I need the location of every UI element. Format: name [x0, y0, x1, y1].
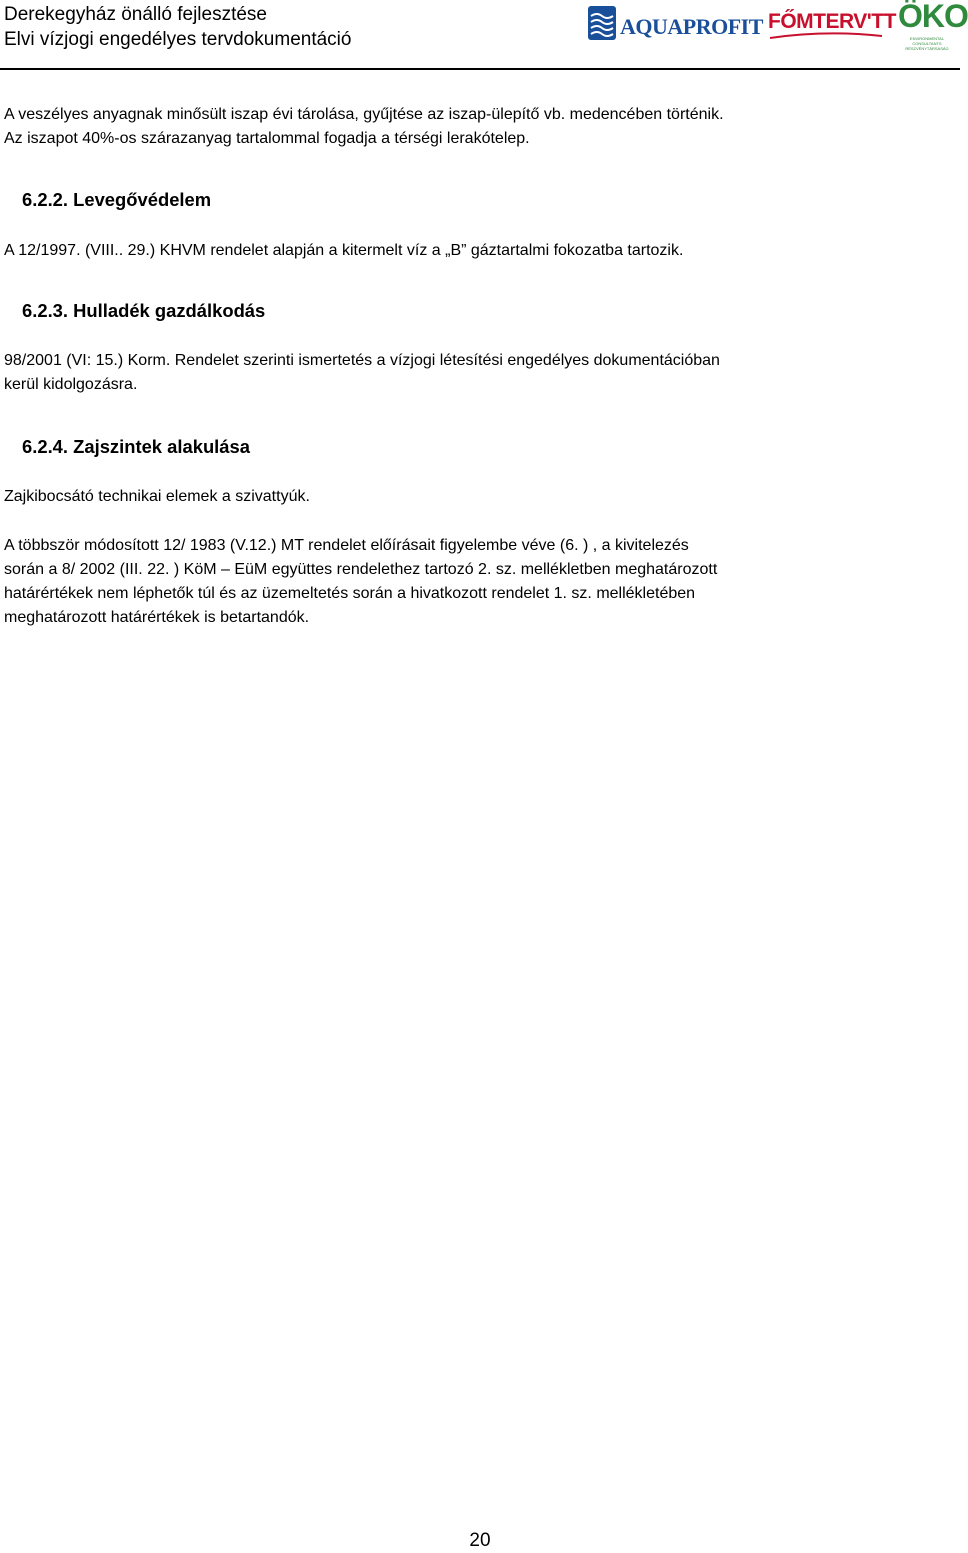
oko-wordmark: ÖKO [898, 0, 968, 34]
paragraph-noise-limits-line3: határértékek nem léphetők túl és az üzemeltetés során a hivatkozott rendelet 1. sz. mellékletében [4, 585, 696, 602]
paragraph-waste-line2: kerül kidolgozásra. [4, 376, 138, 393]
header-title-line1: Derekegyház önálló fejlesztése [4, 4, 267, 25]
fomterv-logo [768, 6, 896, 42]
oko-logo [896, 0, 968, 60]
paragraph-sludge-line2: Az iszapot 40%-os szárazanyag tartalommal fogadja a térségi lerakótelep. [4, 130, 530, 147]
paragraph-waste-line1: 98/2001 (VI: 15.) Korm. Rendelet szerinti ismertetés a vízjogi létesítési engedélyes dokumentációban [4, 352, 720, 369]
oko-subtitle: ENVIRONMENTAL CONSULTANTS RÉSZVÉNYTÁRSASÁG [905, 36, 949, 51]
aquaprofit-wave-icon [588, 6, 616, 40]
page-header [0, 0, 968, 68]
aquaprofit-wordmark: AQUAPROFIT [620, 14, 763, 39]
fomterv-wordmark: FŐMTERV'TT [768, 10, 896, 33]
section-heading-623: 6.2.3. Hulladék gazdálkodás [22, 300, 266, 321]
header-divider [0, 68, 960, 70]
header-title-line2: Elvi vízjogi engedélyes tervdokumentáció [4, 29, 352, 50]
paragraph-noise-sources: Zajkibocsátó technikai elemek a szivattyúk. [4, 488, 310, 505]
paragraph-noise-limits-line4: meghatározott határértékek is betartandók. [4, 609, 310, 626]
header-titles [4, 2, 351, 52]
fomterv-swoosh-icon [770, 32, 882, 40]
paragraph-air-protection: A 12/1997. (VIII.. 29.) KHVM rendelet alapján a kitermelt víz a „B” gáztartalmi fokozatba tartozik. [4, 242, 684, 259]
section-heading-622: 6.2.2. Levegővédelem [22, 189, 212, 210]
paragraph-noise-limits-line1: A többször módosított 12/ 1983 (V.12.) MT rendelet előírásait figyelembe véve (6. ) , a kivitelezés [4, 537, 689, 554]
paragraph-noise-limits-line2: során a 8/ 2002 (III. 22. ) KöM – EüM együttes rendelethez tartozó 2. sz. mellékletben meghatározott [4, 561, 718, 578]
section-heading-624: 6.2.4. Zajszintek alakulása [22, 436, 250, 457]
page-number: 20 [469, 1530, 491, 1551]
paragraph-sludge-line1: A veszélyes anyagnak minősült iszap évi tárolása, gyűjtése az iszap-ülepítő vb. medencében történik. [4, 106, 724, 123]
aquaprofit-logo [588, 6, 763, 42]
